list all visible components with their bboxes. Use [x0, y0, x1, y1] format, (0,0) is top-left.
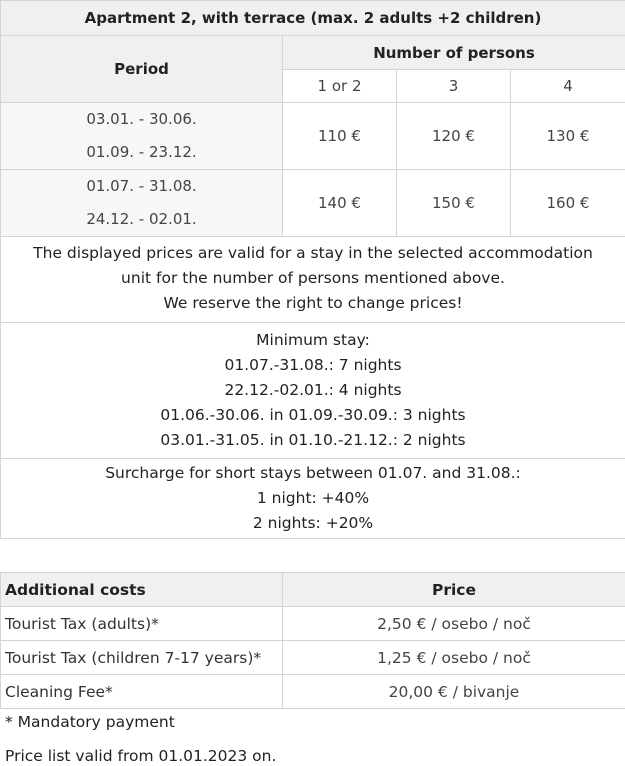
minimum-stay-line: 22.12.-02.01.: 4 nights [224, 381, 402, 399]
minimum-stay-line: 03.01.-31.05. in 01.10.-21.12.: 2 nights [160, 431, 466, 449]
apartment-title: Apartment 2, with terrace (max. 2 adults +2 children) [1, 1, 625, 36]
persons-header: Number of persons [283, 36, 625, 70]
minimum-stay-note [1, 323, 625, 459]
persons-col-4: 4 [511, 70, 625, 103]
price-cell: 140 € [283, 170, 397, 237]
table-row [1, 675, 625, 709]
price-row [1, 170, 625, 237]
period-cell [1, 103, 283, 170]
table-row [1, 641, 625, 675]
price-list-validity: Price list valid from 01.01.2023 on. [5, 747, 277, 765]
surcharge-title: Surcharge for short stays between 01.07. and 31.08.: [105, 464, 521, 482]
period-range: 03.01. - 30.06. [86, 110, 197, 128]
period-range: 24.12. - 02.01. [86, 210, 197, 228]
period-cell [1, 170, 283, 237]
persons-col-3: 3 [397, 70, 511, 103]
cost-item: Tourist Tax (adults)* [1, 607, 283, 641]
note-line: unit for the number of persons mentioned above. [121, 269, 505, 287]
cost-item: Tourist Tax (children 7-17 years)* [1, 641, 283, 675]
note-line: The displayed prices are valid for a stay in the selected accommodation [33, 244, 593, 262]
cost-price: 2,50 € / osebo / noč [283, 607, 625, 641]
additional-costs-table [0, 572, 625, 709]
price-cell: 160 € [511, 170, 625, 237]
price-cell: 110 € [283, 103, 397, 170]
cost-item: Cleaning Fee* [1, 675, 283, 709]
surcharge-note [1, 459, 625, 539]
cost-price: 1,25 € / osebo / noč [283, 641, 625, 675]
period-range: 01.09. - 23.12. [86, 143, 197, 161]
minimum-stay-title: Minimum stay: [256, 331, 370, 349]
price-cell: 120 € [397, 103, 511, 170]
surcharge-line: 1 night: +40% [256, 489, 370, 507]
additional-costs-header: Additional costs [1, 573, 283, 607]
price-row [1, 103, 625, 170]
surcharge-line: 2 nights: +20% [252, 514, 374, 532]
validity-note [1, 237, 625, 323]
mandatory-payment-footnote: * Mandatory payment [5, 713, 175, 731]
price-header: Price [283, 573, 625, 607]
period-range: 01.07. - 31.08. [86, 177, 197, 195]
note-line: We reserve the right to change prices! [163, 294, 463, 312]
cost-price: 20,00 € / bivanje [283, 675, 625, 709]
period-header: Period [1, 36, 283, 103]
table-row [1, 607, 625, 641]
minimum-stay-line: 01.06.-30.06. in 01.09.-30.09.: 3 nights [160, 406, 466, 424]
price-cell: 150 € [397, 170, 511, 237]
minimum-stay-line: 01.07.-31.08.: 7 nights [224, 356, 402, 374]
persons-col-1-2: 1 or 2 [283, 70, 397, 103]
price-cell: 130 € [511, 103, 625, 170]
